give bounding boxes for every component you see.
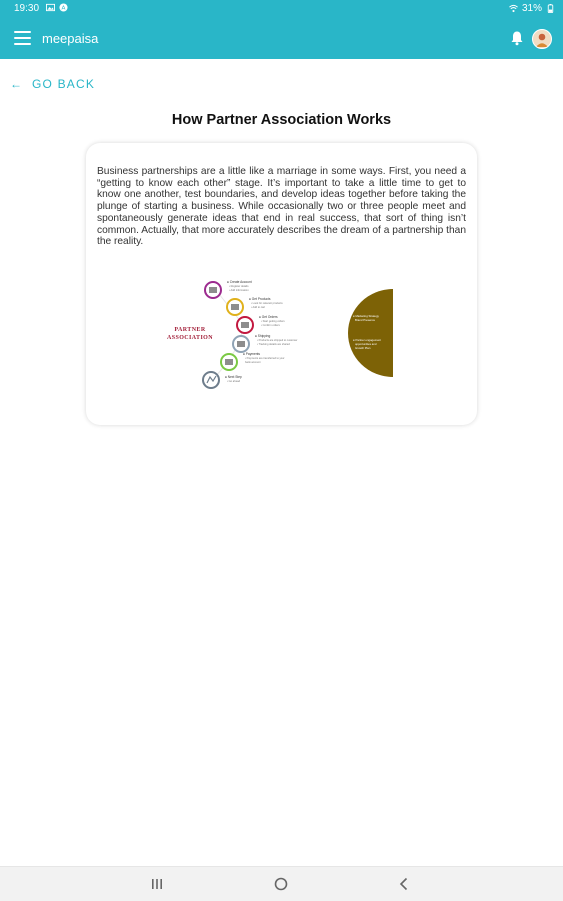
step-6-title: ● Next Step (225, 375, 242, 379)
recents-icon[interactable] (149, 876, 165, 892)
svg-text:● Partner engagement: ● Partner engagement (353, 338, 381, 342)
back-icon[interactable] (396, 876, 412, 892)
infographic-step (227, 297, 283, 315)
infographic-step (205, 280, 252, 298)
svg-text:A: A (61, 5, 66, 12)
status-bar (0, 0, 563, 18)
status-notification-icons (46, 3, 68, 12)
svg-text:• Products are shipped to cust: • Products are shipped to customer (257, 339, 298, 342)
hamburger-menu-icon[interactable] (14, 31, 31, 45)
card-description: Business partnerships are a little like a marriage in some ways. First, you need a “getting to know each other” stage. It’s important to take a little time to get to know one another, test boundaries, and develop ideas together before taking the plunge of starting a business. While occasionally two or three people meet and spontaneously generate ideas that end in real success, that sort of thing isn’t common. Actually, that more accurately describes the dream of a partnership than the reality. (97, 166, 466, 248)
notification-bell-icon[interactable] (510, 30, 524, 46)
svg-text:• Add to cart: • Add to cart (251, 306, 266, 309)
svg-text:bank account: bank account (245, 361, 261, 364)
user-avatar[interactable] (532, 29, 552, 49)
step-1-title: ● Create Account (227, 280, 252, 284)
svg-text:• Confirm orders: • Confirm orders (261, 324, 280, 327)
step-2-title: ● Get Products (249, 297, 271, 301)
partner-association-infographic (163, 273, 403, 403)
avatar-image-icon (533, 30, 551, 48)
infographic-step (237, 315, 285, 333)
app-notification-icon (59, 3, 68, 12)
step-3-title: ● Get Orders (259, 315, 278, 319)
gallery-icon (46, 3, 55, 12)
system-nav-bar (0, 866, 563, 901)
page-title: How Partner Association Works (171, 112, 392, 128)
battery-percent: 31% (521, 3, 542, 14)
status-time: 19:30 (14, 3, 40, 14)
svg-text:• Go ahead: • Go ahead (227, 380, 241, 383)
home-icon[interactable] (273, 876, 289, 892)
svg-text:• Look for relevant products: • Look for relevant products (251, 302, 283, 305)
step-5-title: ● Payments (243, 352, 260, 356)
svg-text:Growth Plan: Growth Plan (355, 346, 371, 350)
infographic-heading-2: ASSOCIATION (167, 335, 213, 341)
go-back-button[interactable] (10, 77, 95, 91)
arrow-left-icon: ← (10, 77, 22, 91)
svg-text:• Add information: • Add information (229, 289, 249, 292)
infographic-step (233, 334, 298, 352)
infographic-step (203, 372, 242, 388)
svg-text:• Start getting orders: • Start getting orders (261, 320, 285, 323)
app-bar (0, 18, 563, 59)
infographic-step (221, 352, 285, 370)
infographic-side-panel (348, 289, 393, 377)
svg-text:opportunities and: opportunities and (355, 342, 377, 346)
svg-text:● Marketing Strategy: ● Marketing Strategy (353, 314, 379, 318)
status-right (509, 3, 555, 14)
infographic-heading: PARTNER (174, 327, 206, 333)
svg-text:Brand Presence: Brand Presence (355, 318, 376, 322)
svg-text:• Tracking details are shared: • Tracking details are shared (257, 343, 290, 346)
battery-icon (546, 4, 555, 13)
wifi-icon (509, 4, 518, 13)
content-card (86, 143, 477, 425)
svg-text:• Payments are transferred to: • Payments are transferred to your (245, 357, 285, 360)
app-title: meepaisa (42, 31, 99, 46)
go-back-label: GO BACK (32, 77, 96, 91)
svg-text:• Register details: • Register details (229, 285, 249, 288)
step-4-title: ● Shipping (255, 334, 271, 338)
